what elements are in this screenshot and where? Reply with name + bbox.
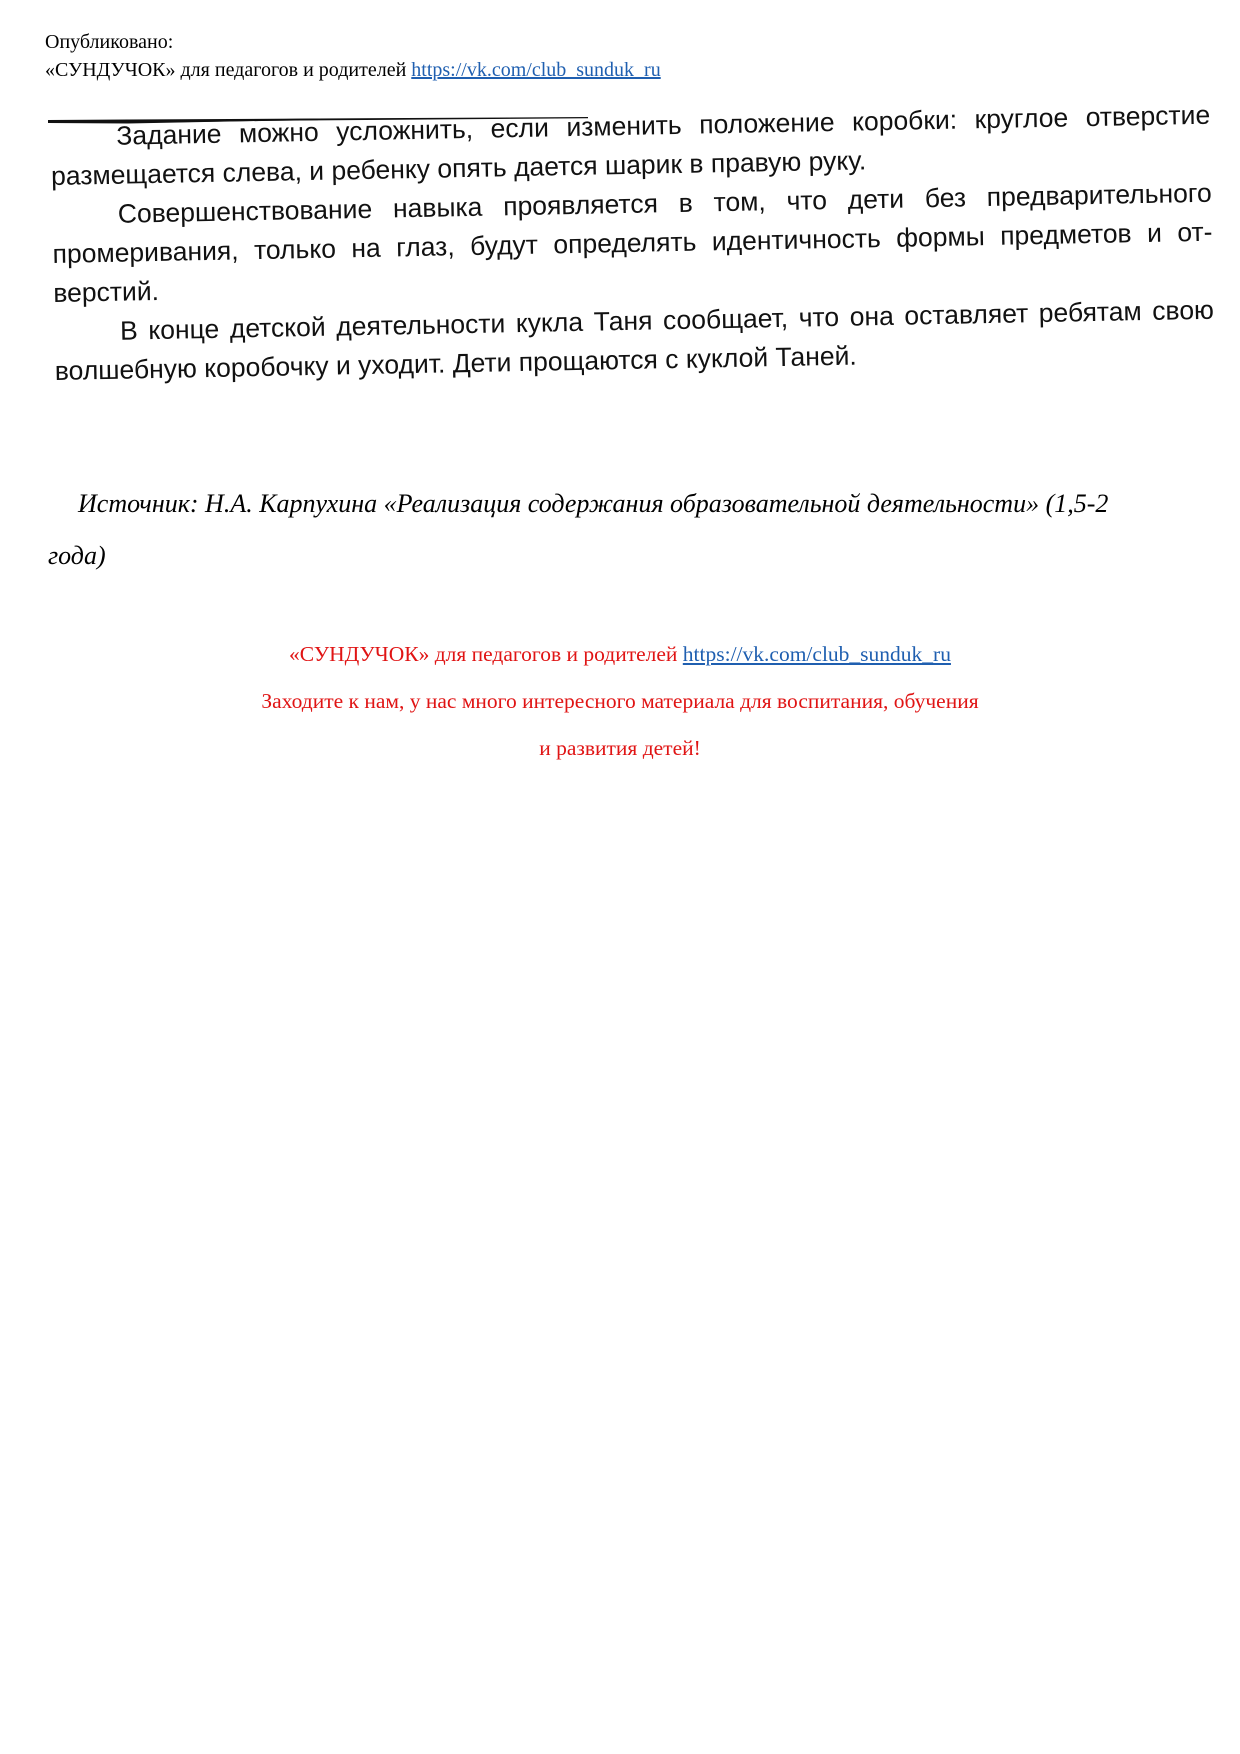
promo-site-link[interactable]: https://vk.com/club_sunduk_ru bbox=[682, 642, 951, 666]
published-site-line bbox=[45, 56, 661, 84]
published-site-link[interactable]: https://vk.com/club_sunduk_ru bbox=[411, 59, 661, 81]
promo-invite-line: Заходите к нам, у нас много интересного материала для воспитания, обучения bbox=[261, 689, 979, 713]
source-citation: Источник: Н.А. Карпухина «Реализация содержания образовательной деятельности» (1,5-2 года) bbox=[48, 489, 1109, 570]
promo-site-name: «СУНДУЧОК» для педагогов и родителей bbox=[289, 642, 678, 666]
body-paragraph: Совершенствование навыка проявляется в том, что дети без предварительного промеривания, только на глаз, будут определять идентичность формы предметов и отверстий. bbox=[52, 177, 1213, 308]
promo-invite-line-end: и развития детей! bbox=[539, 736, 701, 760]
published-header bbox=[45, 28, 661, 84]
published-label: Опубликовано: bbox=[45, 31, 174, 53]
published-site-name: «СУНДУЧОК» для педагогов и родителей bbox=[45, 59, 407, 81]
body-paragraph: Задание можно усложнить, если изменить положение коробки: круглое отверстие размещается слева, и ребенку опять дается шарик в правую руку. bbox=[50, 99, 1211, 191]
body-paragraph: В конце детской деятельности кукла Таня сообщает, что она оставляет ребятам свою волшебную коробочку и уходит. Дети прощаются с куклой Таней. bbox=[54, 294, 1215, 386]
promo-site-line bbox=[0, 631, 1240, 678]
scanned-text-block bbox=[50, 96, 1215, 391]
promo-block bbox=[0, 631, 1240, 772]
